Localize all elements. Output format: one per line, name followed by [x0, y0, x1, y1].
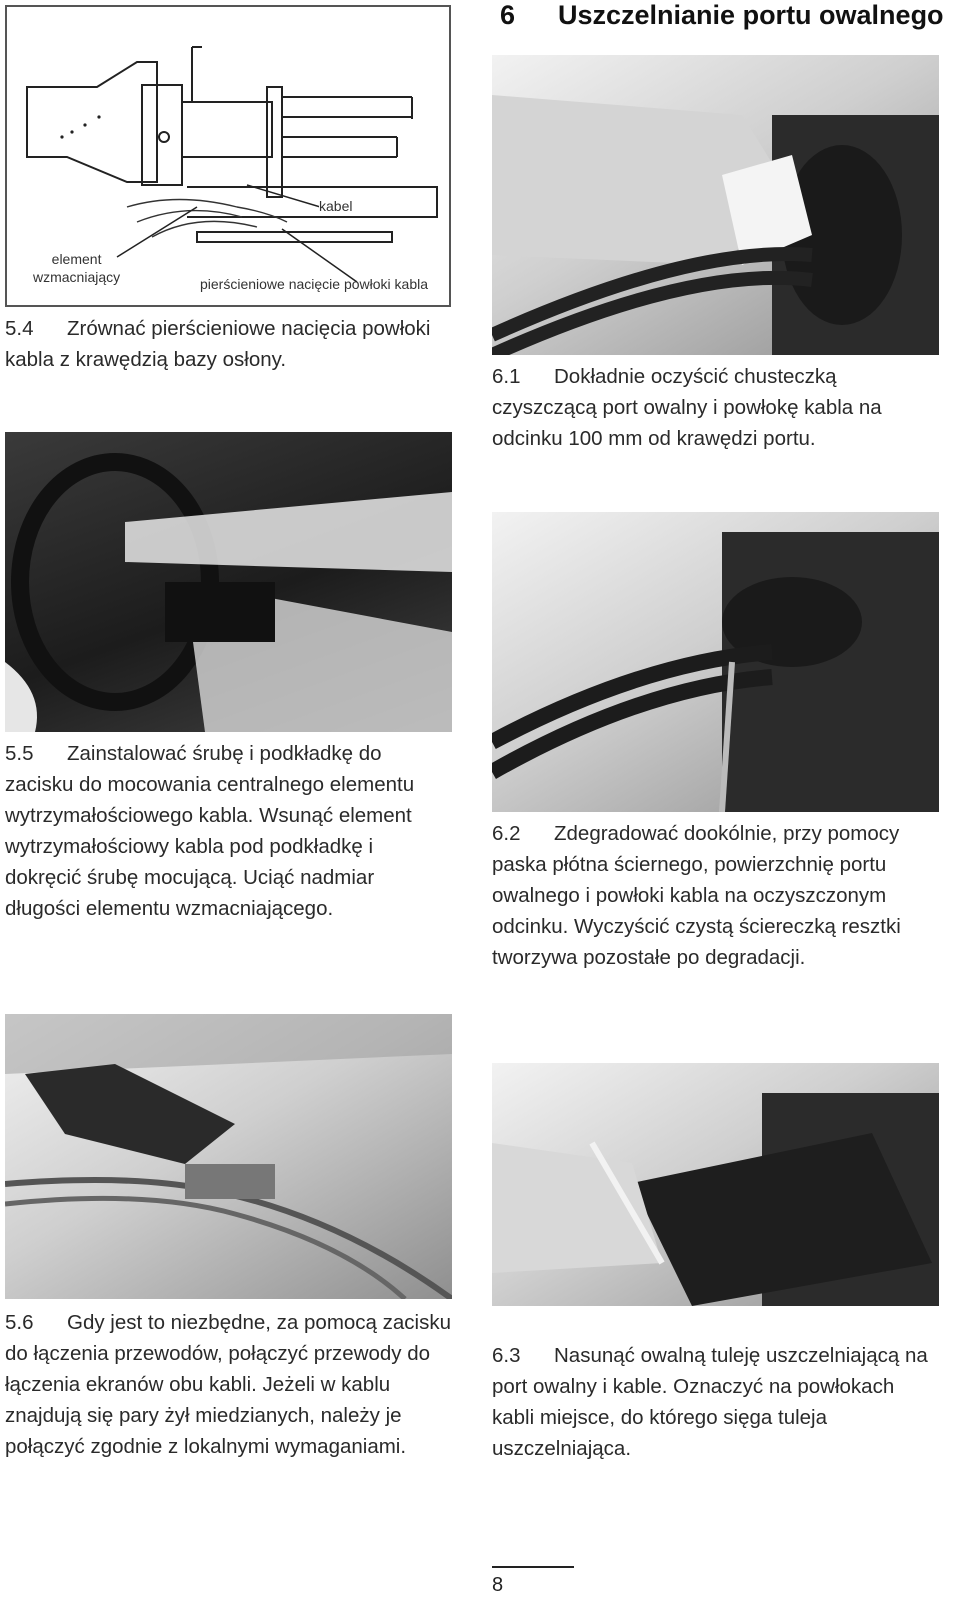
- photo-step-6-2: [492, 512, 939, 812]
- section-title: Uszczelnianie portu owalnego: [558, 0, 944, 30]
- step-5-5-text: Zainstalować śrubę i podkładkę do zacisku do mocowania centralnego elementu wytrzymałościowego kabla. Wsunąć element wytrzymałościowy kabla pod podkładkę i dokręcić śrubę mocującą. Uciąć nadmiar długości elementu wzmacniającego.: [5, 742, 415, 920]
- photo-5-5-shapes: [5, 432, 452, 732]
- step-6-2-text: Zdegradować dookólnie, przy pomocy paska płótna ściernego, powierzchnię portu owalnego i powłoki kabla na oczyszczonym odcinku. Wyczyścić czystą ściereczką resztki tworzywa pozostałe po degradacji.: [492, 822, 901, 969]
- photo-step-5-5: [5, 432, 452, 732]
- footer-rule: [492, 1566, 574, 1568]
- step-6-1: [492, 361, 942, 454]
- step-6-3-number: 6.3: [492, 1344, 521, 1367]
- section-heading: [500, 0, 944, 31]
- step-6-2-number: 6.2: [492, 822, 521, 845]
- step-5-6: [5, 1307, 455, 1462]
- photo-step-5-6: [5, 1014, 452, 1299]
- step-5-4: [5, 313, 445, 375]
- photo-5-6-shapes: [5, 1014, 452, 1299]
- step-6-1-number: 6.1: [492, 365, 521, 388]
- photo-step-6-1: [492, 55, 939, 355]
- label-kabel: kabel: [319, 198, 353, 214]
- label-naciecie: pierścieniowe nacięcie powłoki kabla: [200, 276, 429, 292]
- photo-6-3-shapes: [492, 1063, 939, 1306]
- photo-step-6-3: [492, 1063, 939, 1306]
- cable-diagram: [5, 5, 451, 307]
- step-5-6-number: 5.6: [5, 1311, 34, 1334]
- photo-6-2-shapes: [492, 512, 939, 812]
- step-6-3-text: Nasunąć owalną tuleję uszczelniającą na port owalny i kable. Oznaczyć na powłokach kabli miejsce, do którego sięga tuleja uszczelniająca.: [492, 1344, 928, 1460]
- step-5-6-text: Gdy jest to niezbędne, za pomocą zacisku do łączenia przewodów, połączyć przewody do łączenia ekranów obu kabli. Jeżeli w kablu znajdują się pary żył miedzianych, należy je połączyć zgodnie z lokalnymi wymaganiami.: [5, 1311, 452, 1458]
- section-number: 6: [500, 0, 516, 30]
- step-6-3: [492, 1340, 942, 1464]
- step-6-1-text: Dokładnie oczyścić chusteczką czyszczącą port owalny i powłokę kabla na odcinku 100 mm od krawędzi portu.: [492, 365, 882, 450]
- step-6-2: [492, 818, 912, 973]
- page-number: 8: [492, 1574, 504, 1596]
- step-5-4-text: Zrównać pierścieniowe nacięcia powłoki kabla z krawędzią bazy osłony.: [5, 317, 431, 371]
- step-5-5: [5, 738, 445, 924]
- step-5-5-number: 5.5: [5, 742, 34, 765]
- step-5-4-number: 5.4: [5, 317, 34, 340]
- photo-6-1-shapes: [492, 55, 939, 355]
- label-element-wzmacniajacy: element wzmacniający: [33, 251, 121, 285]
